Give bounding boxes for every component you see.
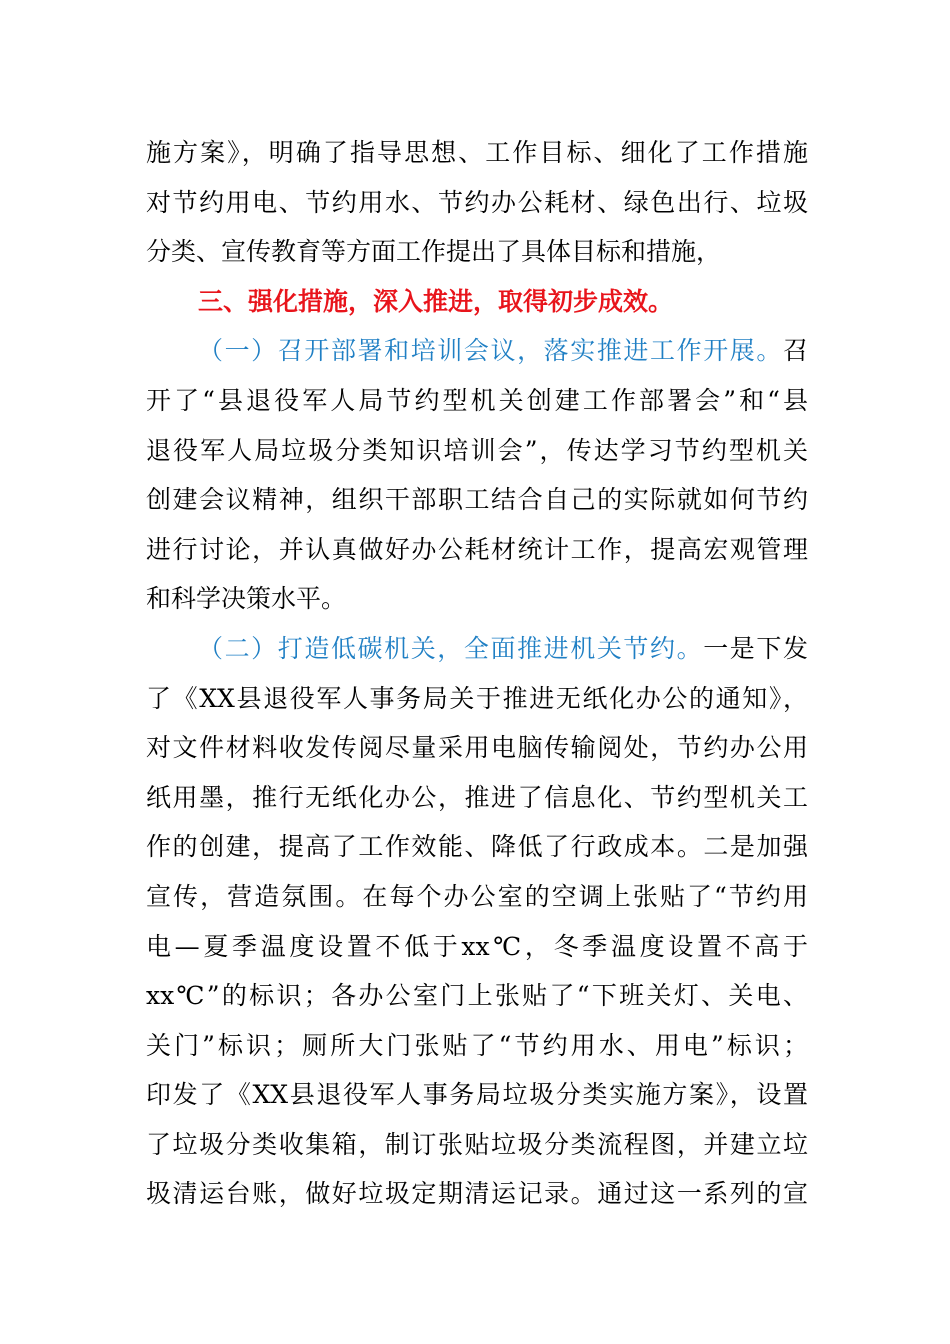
paragraph-line: 退役军人局垃圾分类知识培训会”，传达学习节约型机关 [146, 435, 808, 465]
paragraph-line: 和科学决策水平。 [146, 584, 347, 614]
paragraph-line: 进行讨论，并认真做好办公耗材统计工作，提高宏观管理 [146, 534, 808, 564]
section-heading: 三、强化措施，深入推进，取得初步成效。 [198, 286, 674, 316]
paragraph-line: 对节约用电、节约用水、节约办公耗材、绿色出行、垃圾 [146, 187, 808, 217]
paragraph-line: 电—夏季温度设置不低于xx℃，冬季温度设置不高于 [146, 931, 808, 961]
paragraph-line: 分类、宣传教育等方面工作提出了具体目标和措施， [146, 237, 722, 267]
paragraph-line: 圾清运台账，做好垃圾定期清运记录。通过这一系列的宣 [146, 1179, 808, 1209]
paragraph-line: 施方案》，明确了指导思想、工作目标、细化了工作措施 [146, 138, 808, 167]
subsection-first-line [146, 326, 808, 376]
paragraph-line: 对文件材料收发传阅尽量采用电脑传输阅处，节约办公用 [146, 733, 808, 763]
subsection-first-line [146, 624, 808, 674]
subsection-heading: （一）召开部署和培训会议，落实推进工作开展。 [198, 336, 783, 366]
paragraph-text: 召 [782, 336, 808, 366]
document-body [146, 128, 808, 1219]
paragraph-line: 了垃圾分类收集箱，制订张贴垃圾分类流程图，并建立垃 [146, 1129, 808, 1159]
paragraph-line: xx℃”的标识；各办公室门上张贴了“下班关灯、关电、 [146, 981, 808, 1011]
subsection-heading: （二）打造低碳机关，全面推进机关节约。 [198, 633, 704, 663]
paragraph-line: 纸用墨，推行无纸化办公，推进了信息化、节约型机关工 [146, 782, 808, 812]
paragraph-line: 宣传，营造氛围。在每个办公室的空调上张贴了“节约用 [146, 881, 808, 911]
paragraph-text: 一是下发 [703, 633, 808, 663]
paragraph-line: 作的创建，提高了工作效能、降低了行政成本。二是加强 [146, 832, 808, 862]
paragraph-line: 开了“县退役军人局节约型机关创建工作部署会”和“县 [146, 385, 808, 415]
paragraph-line: 创建会议精神，组织干部职工结合自己的实际就如何节约 [146, 485, 808, 515]
paragraph-line: 了《XX县退役军人事务局关于推进无纸化办公的通知》， [146, 683, 808, 713]
paragraph-line: 印发了《XX县退役军人事务局垃圾分类实施方案》，设置 [146, 1080, 808, 1110]
paragraph-line: 关门”标识；厕所大门张贴了“节约用水、用电”标识； [146, 1030, 808, 1060]
